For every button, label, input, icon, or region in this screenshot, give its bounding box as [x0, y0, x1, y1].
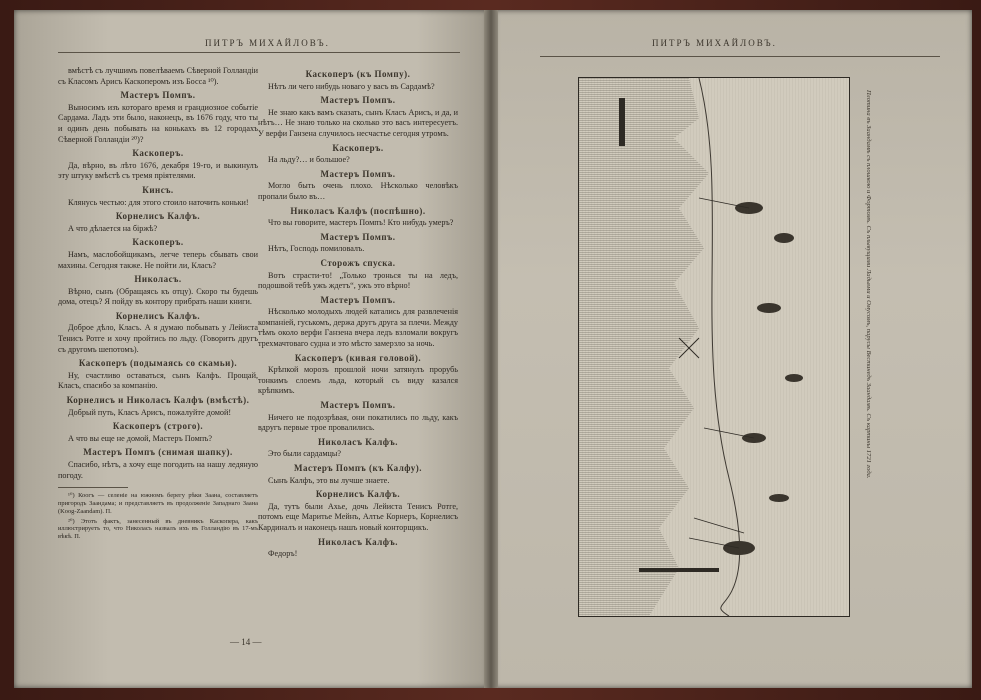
footnote: ¹⁰) Коогъ — селеніе на южномъ берегу рѣки Заана, составляетъ пригородъ Заандама; и представляетъ въ продолженіе Западнаго Заана (Koog-Zaandam). П.: [58, 492, 258, 515]
paragraph: Могло быть очень плохо. Нѣсколько человѣкъ пропали было въ…: [258, 181, 458, 201]
paragraph: Федоръ!: [268, 549, 298, 559]
running-head-right: ПИТРЪ МИХАЙЛОВЪ.: [652, 38, 777, 48]
footnote-rule: [58, 487, 128, 488]
speaker-label: Сторожъ спуска.: [320, 257, 396, 268]
church-spire: [619, 98, 625, 146]
paragraph: Не знаю какъ вамъ сказать, сынъ Класъ Арисъ, и да, и нѣтъ… Не знаю только на сколько это васъ интересуетъ. У верфи Ганзена случилось несчастье сегодня утромъ.: [258, 107, 458, 138]
paragraph: Доброе дѣло, Класъ. А я думаю побывать у Лейиста Тенисъ Ротге и хочу пройтись по льду. (Говоритъ другъ съ другомъ шепотомъ).: [58, 323, 258, 354]
speaker-label: Корнелисъ Калфъ.: [115, 211, 201, 222]
paragraph: Да, тутъ были Ахье, дочь Лейиста Тенисъ Ротге, потомъ еще Маритье Мейнъ, Алтье Корнеръ, Корнелисъ Кардиналъ и наконецъ нашъ новый конторщикъ.: [258, 501, 458, 532]
paragraph: Ну, счастливо оставаться, сынъ Калфъ. Прощай, Класъ, спасибо за компанію.: [58, 370, 258, 391]
speaker-label: Каскоперъ.: [132, 237, 184, 248]
speaker-label: Мастеръ Помпъ.: [320, 294, 396, 305]
paragraph: Добрый путь, Класъ Арисъ, пожалуйте домой!: [68, 407, 232, 417]
speaker-label: Николасъ Калфъ (поспѣшно).: [290, 205, 426, 216]
paragraph: А что дѣлается на біржѣ?: [68, 223, 158, 233]
boat: [769, 494, 789, 502]
text-column-1: [58, 66, 258, 543]
speaker-label: Корнелисъ и Николасъ Калфъ (вмѣстѣ).: [66, 395, 250, 406]
header-rule-left: [58, 52, 460, 53]
speaker-label: Николасъ Калфъ.: [318, 436, 398, 447]
paragraph: Ничего не подозрѣвая, они покатились по льду, какъ вдругъ первые трое провалились.: [258, 412, 458, 433]
engraving-svg: [579, 78, 849, 616]
header-rule-right: [540, 56, 940, 57]
speaker-label: Николасъ.: [134, 274, 182, 285]
speaker-label: Корнелисъ Калфъ.: [115, 310, 201, 321]
paragraph: Крѣпкой морозъ прошлой ночи затянулъ прорубь тонкимъ слоемъ льда, который съ виду казался крѣпкимъ.: [258, 365, 458, 396]
paragraph: Спасибо, нѣтъ, а хочу еще погодить на нашу ледяную погоду.: [58, 460, 258, 480]
speaker-label: Каскоперъ (строго).: [112, 421, 204, 432]
book-gutter: [484, 10, 498, 688]
speaker-label: Мастеръ Помпъ.: [320, 168, 396, 179]
speaker-label: Мастеръ Помпъ.: [120, 90, 196, 101]
speaker-label: Каскоперъ (кивая головой).: [294, 352, 422, 363]
paragraph: вмѣстѣ съ лучшимъ повелѣваемъ Сѣверной Голландіи съ Класомъ Арисъ Каскоперомъ изъ Босса ¹⁰).: [58, 66, 258, 86]
speaker-label: Мастеръ Помпъ (къ Калфу).: [293, 463, 422, 473]
paragraph: Нѣсколько молодыхъ людей катались для развлеченія компаніей, гуськомъ, держа другъ друга за плечи. Между тѣмъ около верфи Ганзена вчера ледъ взломали вокругъ трехмачтоваго судна и это мѣсто замерзло за ночь.: [258, 307, 458, 349]
speaker-label: Мастеръ Помпъ (снимая шапку).: [83, 447, 233, 458]
boat: [785, 374, 803, 382]
running-head-left: ПИТРЪ МИХАЙЛОВЪ.: [205, 38, 330, 48]
speaker-label: Каскоперъ.: [332, 142, 384, 153]
boat: [757, 303, 781, 313]
speaker-label: Николасъ Калфъ.: [318, 536, 398, 547]
paragraph: Нѣтъ ли чего нибудь новаго у васъ въ Сардамѣ?: [268, 81, 435, 91]
speaker-label: Мастеръ Помпъ.: [320, 400, 396, 411]
paragraph: Намъ, маслобойщикамъ, легче теперь сбывать свои махины. Сегодня также. Не пойти ли, Класъ?: [58, 249, 258, 270]
paragraph: А что вы еще не домой, Мастеръ Помпъ?: [68, 433, 213, 443]
footnote: ²⁰) Этотъ фактъ, занесенный въ дневникъ Каскопера, какъ иллюстрируетъ то, что Николасъ назвалъ ихъ въ Голландію въ 17-мъ вѣкѣ. П.: [58, 517, 258, 541]
paragraph: Вѣрно, сынъ (Обращаясь къ отцу). Скоро ты будешь дома, отецъ? Я пойду въ контору прибрать наши книги.: [58, 286, 258, 307]
paragraph: Что вы говорите, мастеръ Помпъ! Кто нибудь умеръ?: [268, 218, 454, 228]
speaker-label: Мастеръ Помпъ.: [320, 95, 396, 106]
page-number: — 14 —: [230, 637, 262, 647]
paragraph: Да, вѣрно, въ лѣто 1676, декабря 19-го, и выкинулъ эту штуку вмѣстѣ съ тремя пріятелями.: [58, 160, 258, 181]
speaker-label: Мастеръ Помпъ.: [320, 231, 396, 242]
paragraph: Выносимъ изъ котораго время и грандиозное событіе Сардама. Ладъ эти было, наконецъ, въ 1676 году, что ты и одинъ день побывать на конькахъ въ 12 городахъ Сѣверной Голландіи ²⁰)?: [58, 102, 258, 144]
paragraph: Вотъ страсти-то! „Только тронься ты на ледъ, подошвой тебѣ ужъ ждетъ“, ужъ это вѣрно!: [258, 270, 458, 291]
paragraph: Сынъ Калфъ, это вы лучше знаете.: [268, 475, 390, 485]
speaker-label: Корнелисъ Калфъ.: [315, 489, 401, 500]
paragraph: На льду?… и большое?: [268, 155, 350, 165]
text-column-2: [258, 66, 458, 563]
speaker-label: Кинсъ.: [142, 184, 174, 195]
obelisk: [639, 568, 719, 572]
speaker-label: Каскоперъ (къ Помпу).: [305, 69, 411, 79]
paragraph: Нѣтъ, Господь помиловалъ.: [268, 244, 365, 254]
paragraph: Это были сардамцы?: [268, 449, 342, 459]
speaker-label: Каскоперъ (подымаясь со скамьи).: [78, 358, 238, 369]
speaker-label: Каскоперъ.: [132, 148, 184, 159]
paragraph: Клянусь честью: для этого стоило наточить коньки!: [68, 197, 249, 207]
plate-caption: Плотина въ Заандамѣ съ плошкою и Фортомъ. Съ плывущими Ладьями и Омусомъ, парусы Вестинедъ Заандамъ. Съ картины 1721 года.: [865, 90, 872, 479]
harbor-engraving: [578, 77, 850, 617]
boat: [774, 233, 794, 243]
